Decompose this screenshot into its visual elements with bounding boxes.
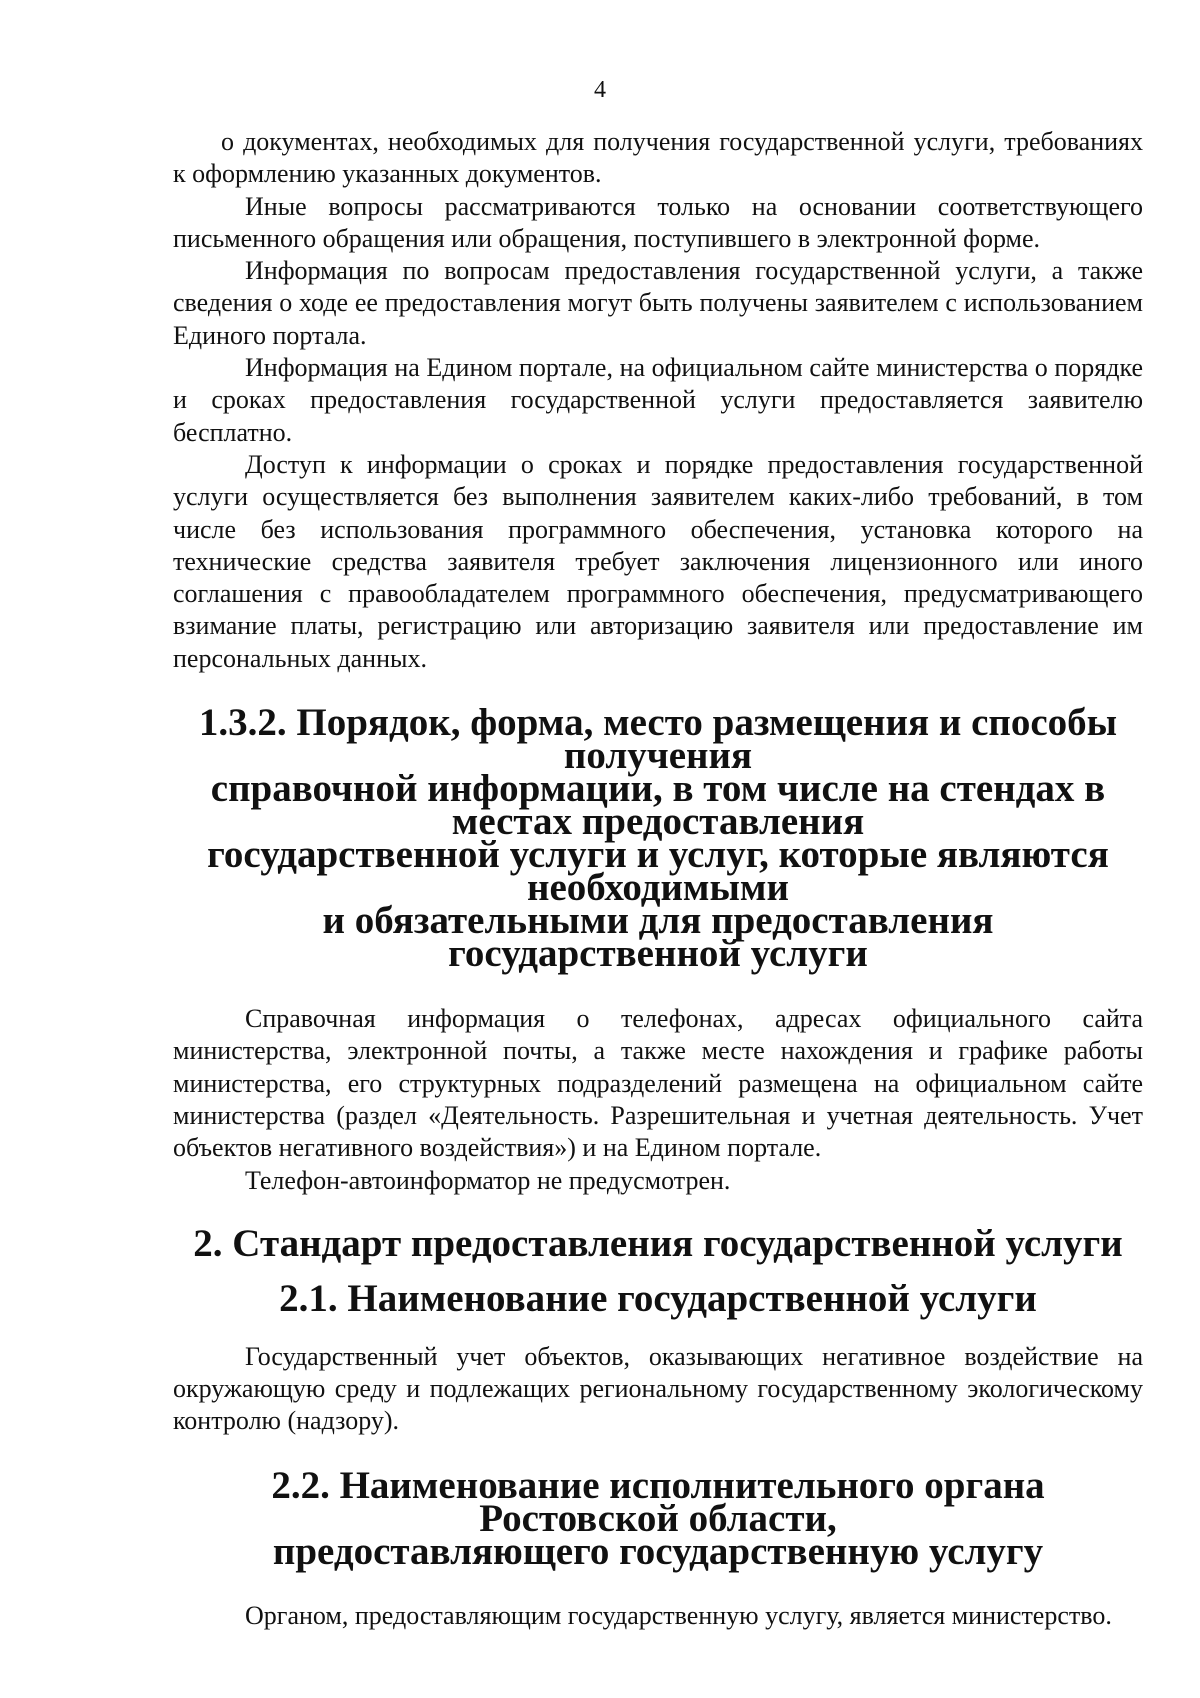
paragraph-documents-info: о документах, необходимых для получения государственной услуги, требованиях к оформлению указанных документов. bbox=[173, 127, 1143, 189]
page-number: 4 bbox=[594, 77, 606, 103]
paragraph-free-information: Информация на Едином портале, на официальном сайте министерства о порядке и сроках предоставления государственной услуги предоставляется заявителю бесплатно. bbox=[173, 353, 1143, 447]
heading-section-2: 2. Стандарт предоставления государственной услуги bbox=[193, 1221, 1123, 1265]
paragraph-authority: Органом, предоставляющим государственную услугу, является министерство. bbox=[245, 1600, 1112, 1630]
paragraph-other-questions: Иные вопросы рассматриваются только на основании соответствующего письменного обращения или обращения, поступившего в электронной форме. bbox=[173, 191, 1143, 253]
paragraph-phone-autoinformer: Телефон-автоинформатор не предусмотрен. bbox=[245, 1165, 731, 1195]
paragraph-information-portal: Информация по вопросам предоставления государственной услуги, а также сведения о ходе ее предоставления могут быть получены заявителем с использованием Единого портала. bbox=[173, 256, 1143, 350]
heading-section-1-3-2: 1.3.2. Порядок, форма, место размещения и способы получения справочной информации, в том числе на стендах в местах предоставления государственной услуги и услуг, которые являются необходимыми и обязательными для предоставления государственной услуги bbox=[198, 701, 1118, 976]
heading-section-2-2: 2.2. Наименование исполнительного органа Ростовской области, предоставляющего государственную услугу bbox=[271, 1463, 1045, 1573]
paragraph-access-requirements: Доступ к информации о сроках и порядке предоставления государственной услуги осуществляется без выполнения заявителем каких-либо требований, в том числе без использования программного обеспечения, установка которого на технические средства заявителя требует заключения лицензионного или иного соглашения с правообладателем программного обеспечения, предусматривающего взимание платы, регистрацию или авторизацию заявителя или предоставление им персональных данных. bbox=[173, 449, 1143, 673]
heading-section-2-1: 2.1. Наименование государственной услуги bbox=[279, 1276, 1037, 1320]
paragraph-service-name: Государственный учет объектов, оказывающих негативное воздействие на окружающую среду и подлежащих региональному государственному экологическому контролю (надзору). bbox=[173, 1341, 1143, 1436]
document-body bbox=[173, 126, 1143, 1632]
paragraph-reference-information: Справочная информация о телефонах, адресах официального сайта министерства, электронной почты, а также месте нахождения и графике работы министерства, его структурных подразделений размещена на официальном сайте министерства (раздел «Деятельность. Разрешительная и учетная деятельность. Учет объектов негативного воздействия») и на Едином портале. bbox=[173, 1004, 1143, 1163]
